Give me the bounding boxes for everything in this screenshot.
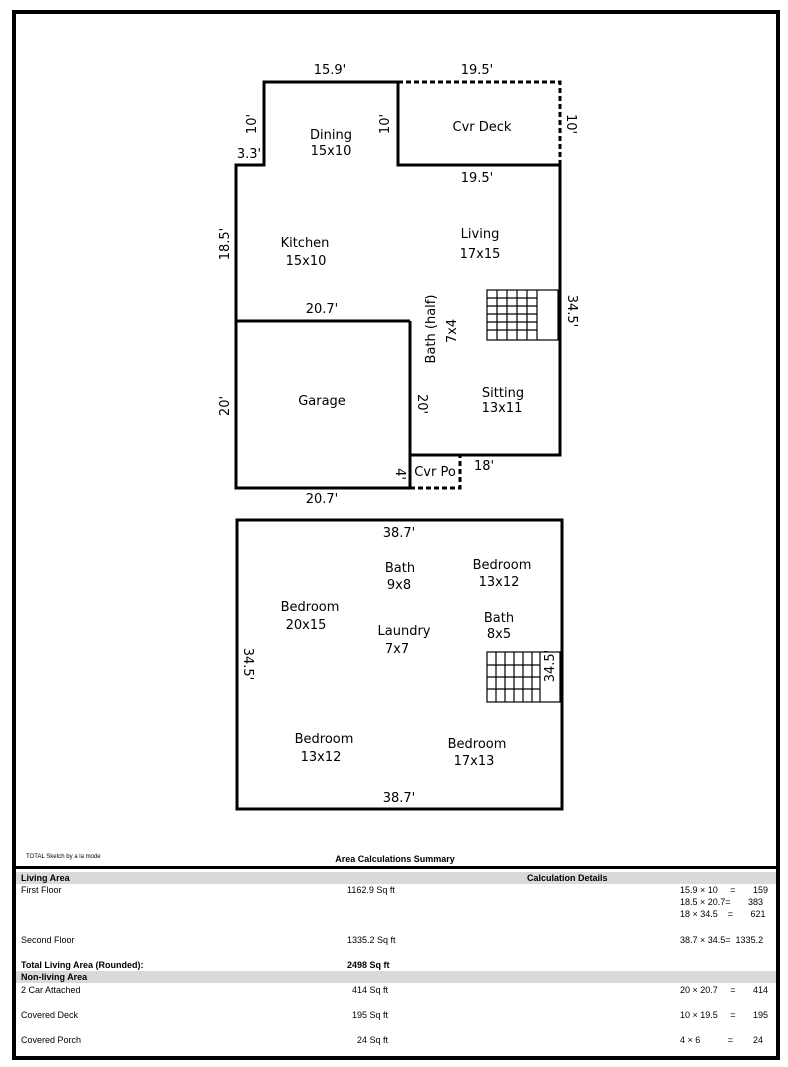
total-living-value: 2498 Sq ft	[347, 960, 390, 970]
dim-garage-left: 20'	[218, 395, 233, 417]
dim-deck-right: 10'	[563, 113, 578, 135]
room2-bedroom-se-name: Bedroom	[447, 737, 507, 752]
dim-dining-left: 10'	[245, 113, 260, 135]
room2-laundry-name: Laundry	[377, 624, 431, 639]
room2-bedroom-sw-size: 13x12	[300, 750, 342, 765]
first-floor-walls	[236, 82, 560, 488]
dim2-right: 34.5'	[543, 649, 558, 683]
room-bath-half-name: Bath (half)	[424, 294, 439, 364]
garage-label: 2 Car Attached	[21, 985, 81, 995]
room2-bedroom-ne-size: 13x12	[478, 575, 520, 590]
dim-deck-bottom: 19.5'	[460, 171, 494, 186]
first-floor-calc-1: 15.9 × 10 = 159	[680, 885, 769, 895]
garage-calc: 20 × 20.7 = 414	[680, 985, 769, 995]
second-floor-calc: 38.7 × 34.5= 1335.2	[680, 935, 764, 945]
dim-top-deck: 19.5'	[460, 63, 494, 78]
room-kitchen-size: 15x10	[285, 254, 327, 269]
first-floor-area: 1162.9 Sq ft	[347, 885, 395, 895]
room-living-size: 17x15	[459, 247, 501, 262]
dim-kitchen-left: 18.5'	[218, 227, 233, 261]
first-floor-calc-3: 18 × 34.5 = 621	[680, 909, 766, 919]
summary-divider	[14, 866, 778, 869]
dim-dining-step: 3.3'	[236, 147, 262, 162]
dim-sitting-bottom: 18'	[473, 459, 495, 474]
room2-bedroom-w-size: 20x15	[285, 618, 327, 633]
room-cvr-deck-name: Cvr Deck	[452, 120, 512, 135]
sketch-credit: TOTAL Sketch by a la mode	[26, 854, 101, 860]
first-floor-label: First Floor	[21, 885, 62, 895]
dim-porch-left: 4'	[392, 468, 407, 480]
covered-porch-label: Covered Porch	[21, 1035, 82, 1045]
dim-right-side: 34.5'	[564, 294, 579, 328]
calculation-details-header: Calculation Details	[527, 873, 608, 883]
room2-bedroom-ne-name: Bedroom	[472, 558, 532, 573]
dim-garage-bottom: 20.7'	[305, 492, 339, 507]
covered-deck-calc: 10 × 19.5 = 195	[680, 1010, 769, 1020]
second-floor-area: 1335.2 Sq ft	[347, 935, 396, 945]
second-floor-label: Second Floor	[21, 935, 75, 945]
room2-bath2-size: 8x5	[486, 627, 512, 642]
dim-kitchen-bottom: 20.7'	[305, 302, 339, 317]
stairs-first-floor	[487, 290, 558, 340]
room2-bedroom-w-name: Bedroom	[280, 600, 340, 615]
covered-deck-area: 195 Sq ft	[352, 1010, 389, 1020]
covered-areas-dashed	[398, 82, 560, 488]
room-dining-name: Dining	[310, 128, 352, 143]
room-kitchen-name: Kitchen	[280, 236, 330, 251]
dim2-top: 38.7'	[382, 526, 416, 541]
first-floor-calc-2: 18.5 × 20.7= 383	[680, 897, 764, 907]
room2-laundry-size: 7x7	[384, 642, 410, 657]
living-area-header: Living Area	[21, 873, 70, 883]
dim2-left: 34.5'	[240, 647, 255, 681]
room2-bedroom-sw-name: Bedroom	[294, 732, 354, 747]
total-living-label: Total Living Area (Rounded):	[21, 960, 144, 970]
room2-bath1-size: 9x8	[386, 578, 412, 593]
covered-deck-label: Covered Deck	[21, 1010, 79, 1020]
covered-porch-area: 24 Sq ft	[357, 1035, 389, 1045]
room-garage-name: Garage	[298, 394, 346, 409]
dim-top-dining: 15.9'	[313, 63, 347, 78]
non-living-header: Non-living Area	[21, 972, 88, 982]
dim2-bottom: 38.7'	[382, 791, 416, 806]
living-area-band	[16, 872, 776, 884]
room-cvr-porch-name: Cvr Po	[414, 465, 456, 480]
room2-bath1-name: Bath	[384, 561, 416, 576]
room-dining-size: 15x10	[310, 144, 352, 159]
garage-area: 414 Sq ft	[352, 985, 389, 995]
room-sitting-name: Sitting	[481, 386, 525, 401]
room-living-name: Living	[460, 227, 500, 242]
room2-bedroom-se-size: 17x13	[453, 754, 495, 769]
dim-garage-right: 20'	[414, 393, 429, 415]
room2-bath2-name: Bath	[483, 611, 515, 626]
first-floor-outline	[236, 82, 560, 488]
non-living-area-band	[16, 971, 776, 983]
room-sitting-size: 13x11	[481, 401, 523, 416]
summary-title: Area Calculations Summary	[335, 854, 455, 864]
dim-deck-inner-left: 10'	[378, 113, 393, 135]
covered-porch-calc: 4 × 6 = 24	[680, 1035, 764, 1045]
room-bath-half-size: 7x4	[445, 318, 460, 344]
